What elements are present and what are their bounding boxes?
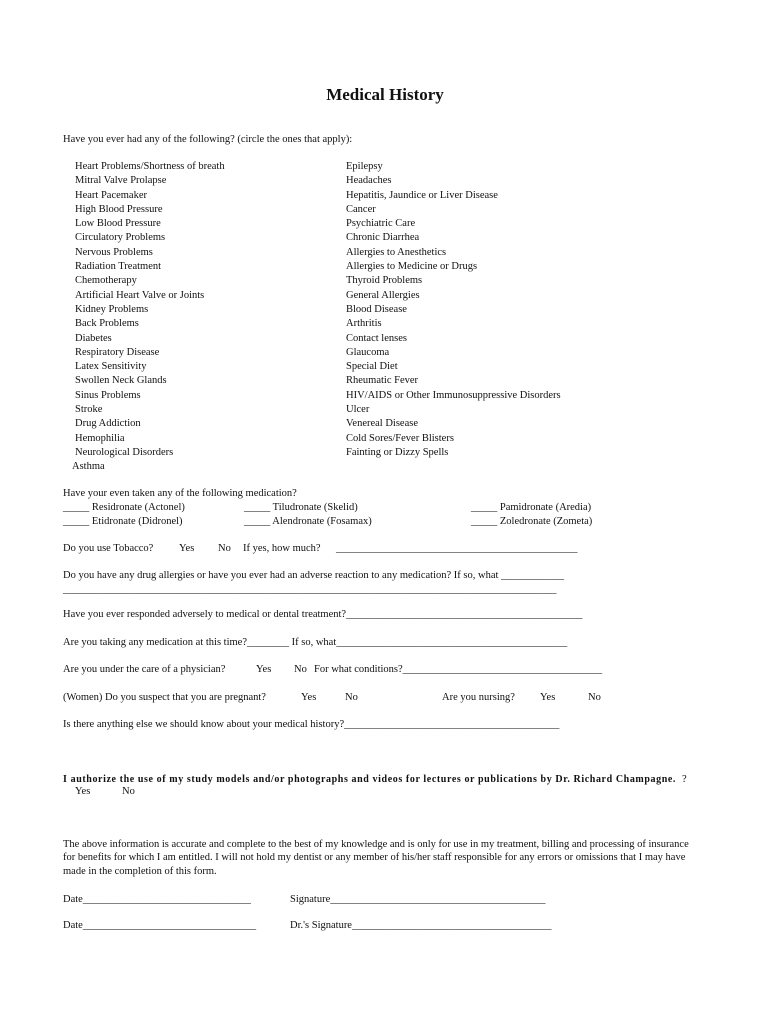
condition-right-item[interactable]: Cold Sores/Fever Blisters (346, 432, 454, 444)
tobacco-amount-field[interactable]: ______________________________________________ (336, 543, 578, 554)
condition-right-item[interactable]: Headaches (346, 175, 392, 187)
condition-left-item[interactable]: Heart Pacemaker (75, 189, 147, 201)
conditions-right-column (346, 160, 561, 460)
condition-left-item[interactable]: Low Blood Pressure (75, 218, 161, 230)
authorization-mark: ? (682, 774, 687, 785)
condition-right-item[interactable]: Hepatitis, Jaundice or Liver Disease (346, 189, 498, 201)
date-field-1[interactable]: Date________________________________ (63, 894, 251, 905)
condition-left-item[interactable]: Radiation Treatment (75, 261, 162, 273)
tobacco-how-much: If yes, how much? (243, 543, 321, 554)
condition-right-item[interactable]: Contact lenses (346, 332, 407, 344)
condition-left-item[interactable]: Diabetes (75, 332, 112, 344)
medication-residronate[interactable]: _____ Residronate (Actonel) (63, 502, 185, 513)
patient-signature-field[interactable]: Signature_________________________________________ (290, 894, 546, 905)
page-title: Medical History (326, 85, 444, 104)
allergy-answer-line[interactable]: ______________________________________________________________________________________________ (63, 584, 557, 595)
pregnant-yes[interactable]: Yes (301, 692, 317, 703)
condition-left-item[interactable]: Sinus Problems (75, 389, 141, 401)
condition-left-item[interactable]: Artificial Heart Valve or Joints (75, 289, 205, 301)
authorization-yes[interactable]: Yes (75, 786, 91, 797)
condition-left-item[interactable]: Back Problems (75, 318, 139, 330)
condition-right-item[interactable]: Epilepsy (346, 161, 383, 172)
date-field-2[interactable]: Date_________________________________ (63, 920, 257, 931)
condition-left-item[interactable]: Heart Problems/Shortness of breath (75, 161, 225, 172)
condition-right-item[interactable]: Special Diet (346, 361, 398, 373)
condition-right-item[interactable]: General Allergies (346, 289, 420, 301)
condition-right-item[interactable]: Venereal Disease (346, 418, 419, 430)
adverse-response-question[interactable]: Have you ever responded adversely to medical or dental treatment?_____________________________________________ (63, 609, 583, 620)
accuracy-statement: The above information is accurate and complete to the best of my knowledge and is only for use in my treatment, billing and processing of insurance for benefits for which I am entitled. I will not hold my dentist or any member of his/her staff responsible for any errors or omissions that I may have made in the completion of this form. (63, 839, 689, 877)
nursing-question: Are you nursing? (442, 692, 515, 703)
condition-left-item[interactable]: Mitral Valve Prolapse (75, 175, 167, 187)
authorization-no[interactable]: No (122, 786, 135, 797)
tobacco-question: Do you use Tobacco? (63, 543, 154, 554)
conditions-intro: Have you ever had any of the following? (circle the ones that apply): (63, 134, 353, 145)
physician-yes[interactable]: Yes (256, 664, 272, 675)
condition-left-item[interactable]: Chemotherapy (75, 275, 137, 287)
condition-left-item[interactable]: Neurological Disorders (75, 446, 174, 458)
allergy-question[interactable]: Do you have any drug allergies or have you ever had an adverse reaction to any medication? If so, what ____________ (63, 570, 565, 581)
condition-right-item[interactable]: Cancer (346, 203, 376, 215)
medication-alendronate[interactable]: _____ Alendronate (Fosamax) (244, 516, 372, 527)
condition-left-item[interactable]: Drug Addiction (75, 418, 141, 430)
condition-right-item[interactable]: Rheumatic Fever (346, 375, 419, 387)
medication-question: Have your even taken any of the following medication? (63, 488, 297, 499)
condition-right-item[interactable]: Blood Disease (346, 303, 407, 315)
condition-right-item[interactable]: Fainting or Dizzy Spells (346, 446, 449, 458)
physician-conditions-field[interactable]: For what conditions?______________________________________ (314, 664, 603, 675)
condition-left-item[interactable]: High Blood Pressure (75, 203, 163, 215)
doctor-signature-field[interactable]: Dr.'s Signature______________________________________ (290, 920, 552, 931)
condition-left-item[interactable]: Swollen Neck Glands (75, 375, 167, 387)
condition-right-item[interactable]: Allergies to Anesthetics (346, 246, 447, 258)
condition-left-item[interactable]: Nervous Problems (75, 246, 153, 258)
pregnant-no[interactable]: No (345, 692, 358, 703)
condition-right-item[interactable]: Psychiatric Care (346, 218, 416, 230)
tobacco-no[interactable]: No (218, 543, 231, 554)
condition-right-item[interactable]: Ulcer (346, 404, 370, 416)
medication-tiludronate[interactable]: _____ Tiludronate (Skelid) (244, 502, 358, 513)
condition-right-item[interactable]: Chronic Diarrhea (346, 232, 420, 244)
condition-left-item[interactable]: Asthma (72, 461, 105, 473)
tobacco-yes[interactable]: Yes (179, 543, 195, 554)
condition-left-item[interactable]: Stroke (75, 404, 103, 416)
condition-right-item[interactable]: Glaucoma (346, 346, 390, 358)
condition-right-item[interactable]: Arthritis (346, 318, 382, 330)
condition-left-item[interactable]: Circulatory Problems (75, 232, 166, 244)
condition-left-item[interactable]: Respiratory Disease (75, 346, 160, 358)
anything-else-question[interactable]: Is there anything else we should know about your medical history?_________________________________________ (63, 719, 560, 730)
condition-right-item[interactable]: Thyroid Problems (346, 275, 423, 287)
nursing-yes[interactable]: Yes (540, 692, 556, 703)
condition-right-item[interactable]: Allergies to Medicine or Drugs (346, 261, 478, 273)
physician-no[interactable]: No (294, 664, 307, 675)
conditions-left-column (72, 160, 225, 475)
nursing-no[interactable]: No (588, 692, 601, 703)
condition-right-item[interactable]: HIV/AIDS or Other Immunosuppressive Disorders (346, 389, 561, 401)
medication-pamidronate[interactable]: _____ Pamidronate (Aredia) (471, 502, 592, 513)
medication-zoledronate[interactable]: _____ Zoledronate (Zometa) (471, 516, 593, 527)
medication-etidronate[interactable]: _____ Etidronate (Didronel) (63, 516, 183, 527)
authorization-text: I authorize the use of my study models and/or photographs and videos for lectures or publications by Dr. Richard Champagne. (63, 774, 677, 785)
physician-question: Are you under the care of a physician? (63, 664, 226, 675)
condition-left-item[interactable]: Latex Sensitivity (75, 361, 147, 373)
condition-left-item[interactable]: Kidney Problems (75, 303, 149, 315)
condition-left-item[interactable]: Hemophilia (75, 432, 125, 444)
current-medication-question[interactable]: Are you taking any medication at this time?________ If so, what____________________________________________ (63, 637, 568, 648)
pregnant-question: (Women) Do you suspect that you are pregnant? (63, 692, 266, 703)
